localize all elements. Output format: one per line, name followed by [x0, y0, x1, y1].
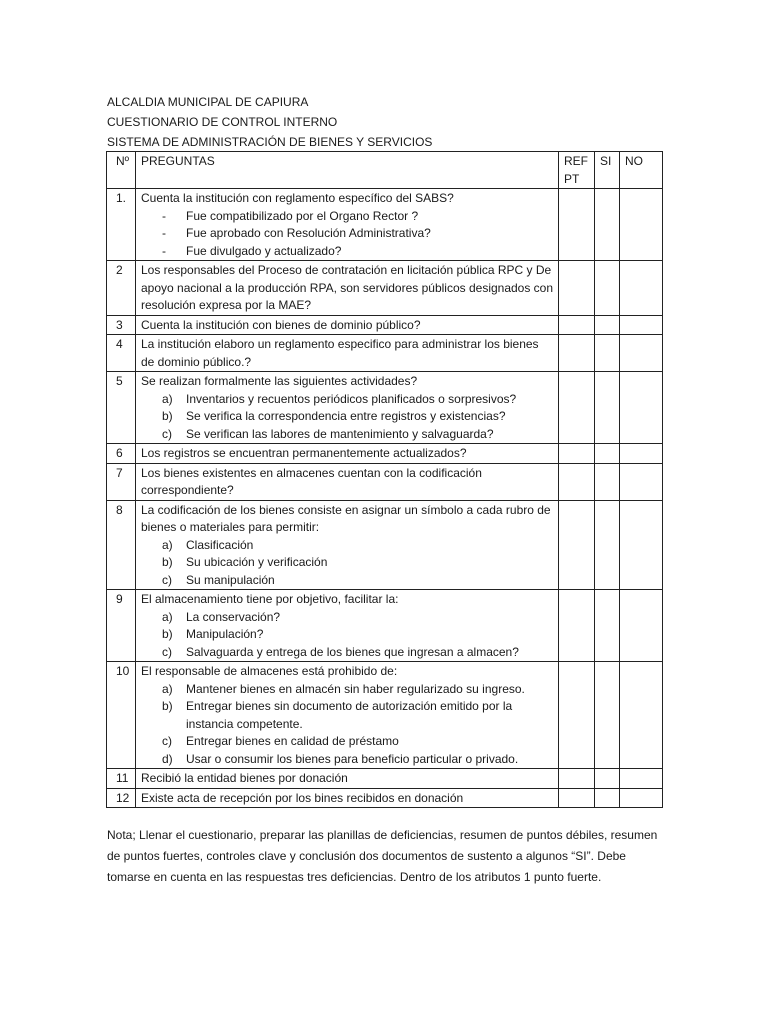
sub-question-text: Manipulación?	[186, 627, 264, 641]
question-number: 11	[107, 769, 136, 789]
question-cell	[136, 662, 559, 769]
question-text: La institución elaboro un reglamento especifico para administrar los bienes de dominio público.?	[141, 337, 539, 369]
sub-question-text: Usar o consumir los bienes para beneficio particular o privado.	[186, 751, 519, 766]
sub-question	[141, 391, 554, 409]
header-si: SI	[595, 152, 620, 189]
sub-question	[141, 644, 554, 662]
table-row	[107, 335, 663, 372]
sub-question-marker: -	[162, 226, 166, 240]
si-cell	[595, 335, 620, 372]
si-cell	[595, 189, 620, 261]
question-cell	[136, 444, 559, 464]
question-text: La codificación de los bienes consiste en asignar un símbolo a cada rubro de bienes o materiales para permitir:	[141, 502, 551, 534]
sub-question-text: Fue aprobado con Resolución Administrativa?	[186, 226, 431, 240]
question-number: 3	[107, 315, 136, 335]
sub-question	[141, 225, 554, 243]
sub-question-text: Fue compatibilizado por el Organo Rector ?	[186, 208, 419, 223]
sub-question-text: Entregar bienes en calidad de préstamo	[186, 734, 399, 748]
sub-question-marker: a)	[162, 681, 173, 696]
sub-question-text: Salvaguarda y entrega de los bienes que ingresan a almacen?	[186, 644, 519, 659]
si-cell	[595, 500, 620, 590]
question-cell	[136, 335, 559, 372]
table-row	[107, 590, 663, 662]
question-number: 8	[107, 500, 136, 590]
sub-question	[141, 733, 554, 751]
table-row	[107, 463, 663, 500]
no-cell	[620, 463, 663, 500]
question-text: Existe acta de recepción por los bines recibidos en donación	[141, 790, 464, 805]
question-number: 10	[107, 662, 136, 769]
sub-question-marker: b)	[162, 699, 173, 713]
table-row	[107, 444, 663, 464]
header-ref-pt: REF PT	[559, 152, 595, 189]
sub-question-text: Se verifican las labores de mantenimiento y salvaguarda?	[186, 426, 494, 441]
no-cell	[620, 444, 663, 464]
si-cell	[595, 315, 620, 335]
question-text: El almacenamiento tiene por objetivo, facilitar la:	[141, 592, 399, 606]
sub-question	[141, 698, 554, 733]
table-body	[107, 189, 663, 808]
ref-pt-cell	[559, 315, 595, 335]
document-title: CUESTIONARIO DE CONTROL INTERNO	[107, 115, 338, 129]
no-cell	[620, 590, 663, 662]
sub-question-marker: b)	[162, 555, 173, 569]
sub-question-marker: b)	[162, 409, 173, 423]
questionnaire-table	[106, 151, 663, 808]
no-cell	[620, 662, 663, 769]
table-row	[107, 189, 663, 261]
si-cell	[595, 590, 620, 662]
table-header-row	[107, 152, 663, 189]
si-cell	[595, 372, 620, 444]
question-text: Los registros se encuentran permanentemente actualizados?	[141, 446, 467, 460]
question-number: 12	[107, 788, 136, 808]
question-text: Los responsables del Proceso de contratación en licitación pública RPC y De apoyo nacional a la producción RPA, son servidores públicos designados con resolución expresa por la MAE?	[141, 263, 554, 312]
sub-question-text: Se verifica la correspondencia entre registros y existencias?	[186, 409, 506, 423]
institution-name: ALCALDIA MUNICIPAL DE CAPIURA	[107, 95, 309, 109]
question-number: 6	[107, 444, 136, 464]
question-text: Los bienes existentes en almacenes cuentan con la codificación correspondiente?	[141, 465, 482, 497]
sub-question-text: Su ubicación y verificación	[186, 555, 328, 569]
table-row	[107, 261, 663, 316]
sub-question	[141, 208, 554, 226]
sub-question-marker: -	[162, 243, 166, 258]
sub-question-marker: c)	[162, 572, 172, 587]
sub-question-marker: a)	[162, 609, 173, 624]
sub-question-text: Clasificación	[186, 537, 254, 552]
question-number: 4	[107, 335, 136, 372]
sub-question	[141, 626, 554, 644]
question-cell	[136, 500, 559, 590]
header-no: NO	[620, 152, 663, 189]
question-cell	[136, 463, 559, 500]
no-cell	[620, 315, 663, 335]
sub-question-text: Entregar bienes sin documento de autorización emitido por la instancia competente.	[186, 699, 513, 731]
sub-question	[141, 408, 554, 426]
no-cell	[620, 500, 663, 590]
si-cell	[595, 788, 620, 808]
question-cell	[136, 788, 559, 808]
sub-question-text: Mantener bienes en almacén sin haber regularizado su ingreso.	[186, 681, 525, 696]
question-number: 2	[107, 261, 136, 316]
header-num: Nº	[107, 152, 136, 189]
no-cell	[620, 261, 663, 316]
sub-question-marker: d)	[162, 751, 173, 766]
question-text: Se realizan formalmente las siguientes actividades?	[141, 374, 418, 388]
si-cell	[595, 444, 620, 464]
sub-question-marker: c)	[162, 734, 172, 748]
question-number: 1.	[107, 189, 136, 261]
sub-question-text: Inventarios y recuentos periódicos planificados o sorpresivos?	[186, 391, 517, 406]
table-row	[107, 662, 663, 769]
sub-question-marker: a)	[162, 537, 173, 552]
sub-question-marker: b)	[162, 627, 173, 641]
sub-question-marker: c)	[162, 644, 172, 659]
ref-pt-cell	[559, 500, 595, 590]
sub-question	[141, 537, 554, 555]
sub-question	[141, 751, 554, 769]
ref-pt-cell	[559, 463, 595, 500]
question-cell	[136, 189, 559, 261]
sub-question	[141, 554, 554, 572]
question-text: El responsable de almacenes está prohibido de:	[141, 664, 398, 678]
question-text: Cuenta la institución con bienes de dominio público?	[141, 317, 421, 332]
ref-pt-cell	[559, 335, 595, 372]
sub-question	[141, 426, 554, 444]
si-cell	[595, 769, 620, 789]
sub-question	[141, 243, 554, 261]
sub-question	[141, 609, 554, 627]
header-preguntas: PREGUNTAS	[136, 152, 559, 189]
sub-question-marker: a)	[162, 391, 173, 406]
si-cell	[595, 662, 620, 769]
question-text: Cuenta la institución con reglamento específico del SABS?	[141, 191, 454, 205]
sub-question	[141, 572, 554, 590]
document-subtitle: SISTEMA DE ADMINISTRACIÓN DE BIENES Y SERVICIOS	[107, 135, 433, 149]
table-row	[107, 372, 663, 444]
question-cell	[136, 769, 559, 789]
ref-pt-cell	[559, 769, 595, 789]
table-row	[107, 788, 663, 808]
question-number: 7	[107, 463, 136, 500]
table-row	[107, 315, 663, 335]
no-cell	[620, 372, 663, 444]
ref-pt-cell	[559, 788, 595, 808]
document-header	[107, 92, 432, 152]
question-cell	[136, 261, 559, 316]
ref-pt-cell	[559, 372, 595, 444]
question-number: 9	[107, 590, 136, 662]
sub-question	[141, 681, 554, 699]
sub-question-text: Fue divulgado y actualizado?	[186, 243, 342, 258]
si-cell	[595, 463, 620, 500]
sub-question-marker: -	[162, 208, 166, 223]
no-cell	[620, 769, 663, 789]
question-number: 5	[107, 372, 136, 444]
ref-pt-cell	[559, 590, 595, 662]
ref-pt-cell	[559, 444, 595, 464]
question-text: Recibió la entidad bienes por donación	[141, 771, 348, 785]
sub-question-marker: c)	[162, 426, 172, 441]
ref-pt-cell	[559, 662, 595, 769]
sub-question-text: Su manipulación	[186, 572, 275, 587]
no-cell	[620, 788, 663, 808]
table-row	[107, 500, 663, 590]
ref-pt-cell	[559, 189, 595, 261]
question-cell	[136, 590, 559, 662]
question-cell	[136, 315, 559, 335]
no-cell	[620, 189, 663, 261]
si-cell	[595, 261, 620, 316]
table-row	[107, 769, 663, 789]
ref-pt-cell	[559, 261, 595, 316]
instructions-note: Nota; Llenar el cuestionario, preparar las planillas de deficiencias, resumen de puntos débiles, resumen de puntos fuertes, controles clave y conclusión dos documentos de sustento a algunos “SI”. Debe tomarse en cuenta en las respuestas tres deficiencias. Dentro de los atributos 1 punto fuerte.	[107, 828, 658, 884]
sub-question-text: La conservación?	[186, 609, 281, 624]
no-cell	[620, 335, 663, 372]
question-cell	[136, 372, 559, 444]
